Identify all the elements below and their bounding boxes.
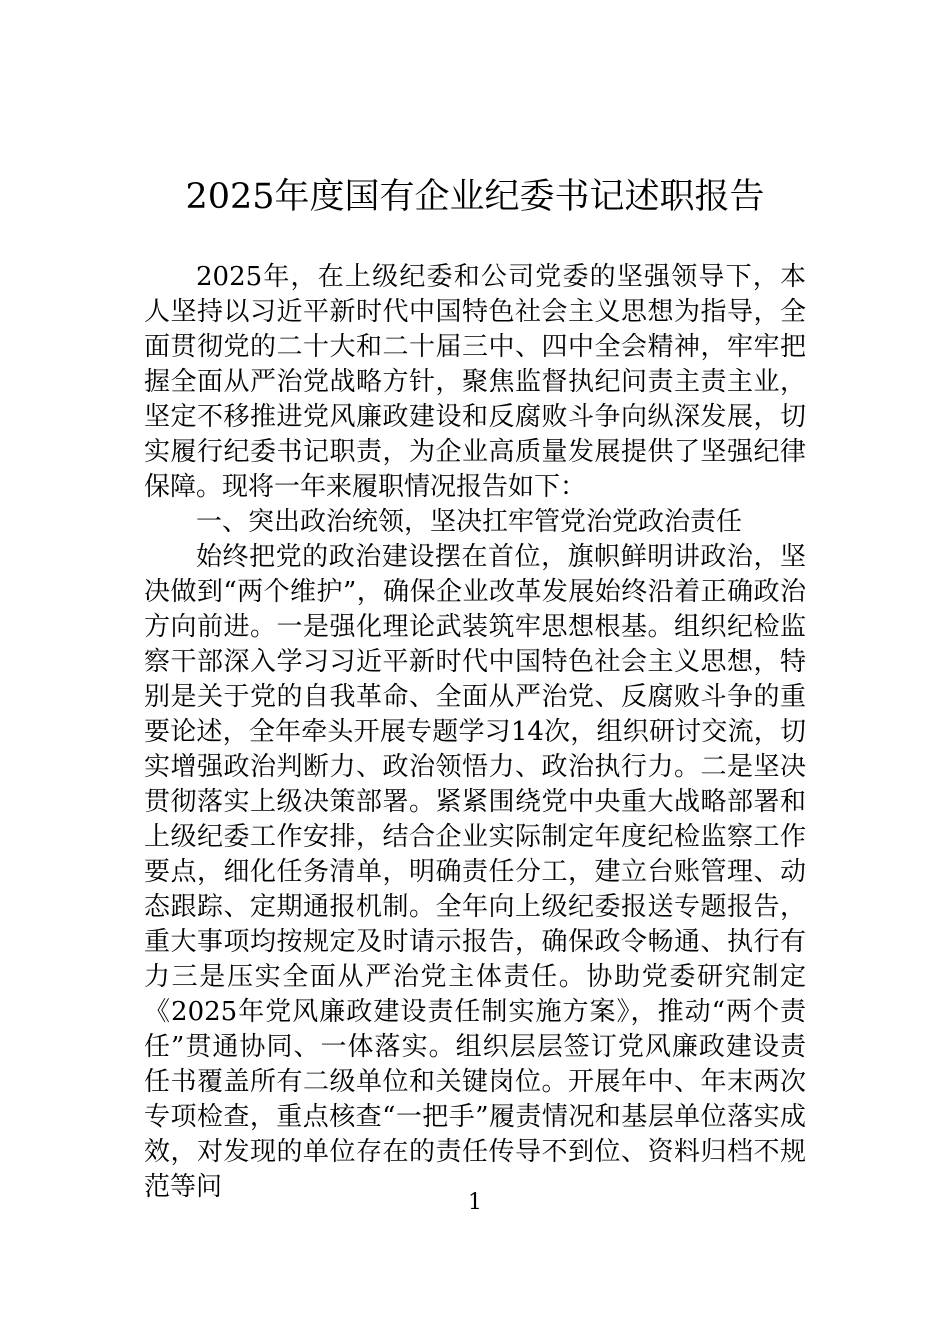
intro-paragraph: 2025年，在上级纪委和公司党委的坚强领导下，本人坚持以习近平新时代中国特色社会主义思想为指导，全面贯彻党的二十大和二十届三中、四中全会精神，牢牢把握全面从严治党战略方针，聚焦监督执纪问责主责主业，坚定不移推进党风廉政建设和反腐败斗争向纵深发展，切实履行纪委书记职责，为企业高质量发展提供了坚强纪律保障。现将一年来履职情况报告如下： [144,262,806,502]
section-paragraph: 始终把党的政治建设摆在首位，旗帜鲜明讲政治，坚决做到“两个维护”，确保企业改革发展始终沿着正确政治方向前进。一是强化理论武装筑牢思想根基。组织纪检监察干部深入学习习近平新时代中国特色社会主义思想，特别是关于党的自我革命、全面从严治党、反腐败斗争的重要论述，全年牵头开展专题学习14次，组织研讨交流，切实增强政治判断力、政治领悟力、政治执行力。二是坚决贯彻落实上级决策部署。紧紧围绕党中央重大战略部署和上级纪委工作安排，结合企业实际制定年度纪检监察工作要点，细化任务清单，明确责任分工，建立台账管理、动态跟踪、定期通报机制。全年向上级纪委报送专题报告，重大事项均按规定及时请示报告，确保政令畅通、执行有力三是压实全面从严治党主体责任。协助党委研究制定《2025年党风廉政建设责任制实施方案》，推动“两个责任”贯通协同、一体落实。组织层层签订党风廉政建设责任书覆盖所有二级单位和关键岗位。开展年中、年末两次专项检查，重点核查“一把手”履责情况和基层单位落实成效，对发现的单位存在的责任传导不到位、资料归档不规范等问 [144,542,806,1202]
document-title: 2025年度国有企业纪委书记述职报告 [185,177,765,217]
section-heading: 一、突出政治统领，坚决扛牢管党治党政治责任 [196,507,743,537]
document-body [144,260,806,1205]
page-number: 1 [468,1190,482,1215]
